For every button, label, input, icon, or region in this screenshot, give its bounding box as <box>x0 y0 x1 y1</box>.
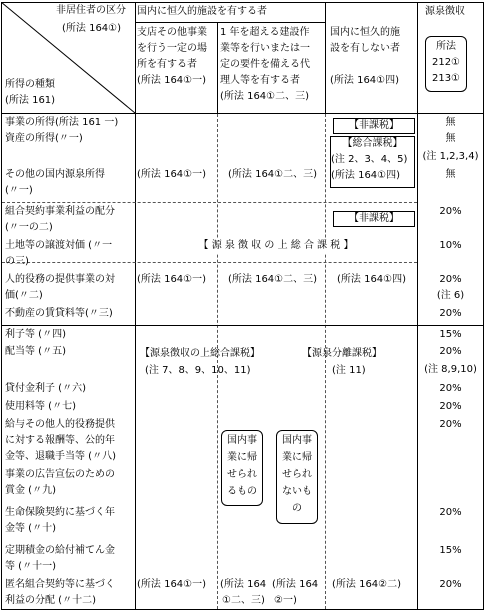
rate-partnership: 20% <box>439 206 462 217</box>
rate-personal-service-note: (注 6) <box>436 290 465 301</box>
withholding-separate-note: (注 11) <box>332 365 366 376</box>
income-loan-interest: 貸付金利子 (〃六) <box>5 383 86 394</box>
section-divider <box>1 325 483 326</box>
withholding-combined-label: 【源泉徴収の上総合課税】 <box>140 348 260 359</box>
income-land-transfer: 土地等の譲渡対価 (〃一 <box>5 240 113 251</box>
non-attributable-line3: せられ <box>282 469 312 480</box>
sec2-col2-ref: (所法 164①一) <box>137 579 207 590</box>
col-divider-2-header <box>217 22 218 114</box>
income-salary-line3: 金等、退職手当等 (〃八) <box>5 451 116 462</box>
col-divider-3-header <box>325 2 326 114</box>
sec1-col2-lower-ref: (所法 164①一) <box>137 274 207 285</box>
income-prize-line1: 事業の広告宣伝のための <box>5 469 115 480</box>
rate-business: 無 <box>445 117 456 128</box>
income-installment-line2: 等 (〃十一) <box>5 561 56 572</box>
sec2-col4-ref: (所法 164②二) <box>332 579 402 590</box>
nontax-label-1: 【非課税】 <box>349 120 399 131</box>
header-col2-line3: 所を有する者 <box>137 59 197 70</box>
header-nonresident-ref: (所法 164①) <box>62 23 122 34</box>
col-divider-2-dashed <box>217 114 218 609</box>
income-salary-line1: 給与その他人的役務提供 <box>5 419 115 430</box>
sec1-col2-upper-ref: (所法 164①一) <box>137 169 207 180</box>
income-silent-partnership-line1: 匿名組合契約等に基づく <box>5 579 115 590</box>
col-divider-3-dashed <box>325 114 326 609</box>
non-attributable-line1: 国内事 <box>282 435 312 446</box>
income-installment-line1: 定期積金の給付補てん金 <box>5 545 115 556</box>
row-divider-dashed-1 <box>2 202 417 203</box>
withholding-separate-label: 【源泉分離課税】 <box>302 348 382 359</box>
header-col2-line1: 支店その他事業 <box>137 27 207 38</box>
sogo-tax-ref: (所法 164①四) <box>331 170 401 181</box>
header-withholding-ref-3: 213① <box>431 73 461 84</box>
header-col3-line2: 業等を行いまたは一 <box>220 43 310 54</box>
attributable-line2: 業に帰 <box>227 452 257 463</box>
header-col3-line3: 定の要件を備える代 <box>220 59 310 70</box>
rate-annuity: 20% <box>439 507 462 518</box>
header-col3-line4: 理人等を有する者 <box>220 75 300 86</box>
income-other-domestic: その他の国内源泉所得 <box>5 169 105 180</box>
header-pe-group: 国内に恒久的施設を有する者 <box>137 6 267 17</box>
header-col4-line1: 国内に恒久的施 <box>330 27 400 38</box>
rate-installment: 15% <box>439 545 462 556</box>
header-withholding-ref-1: 所法 <box>436 41 456 52</box>
sec2-col3-ref-b1: (所法 164 <box>272 579 319 590</box>
income-personal-service: 人的役務の提供事業の対 <box>5 274 115 285</box>
attributable-line3: せられ <box>227 469 257 480</box>
sec1-col3-lower-ref: (所法 164①二、三) <box>228 274 318 285</box>
income-royalties: 使用料等 (〃七) <box>5 401 76 412</box>
sec2-col3-ref-a1: (所法 164 <box>220 579 267 590</box>
sogo-tax-label: 【総合課税】 <box>342 138 403 149</box>
attributable-line4: るもの <box>227 486 257 497</box>
income-interest: 利子等 (〃四) <box>5 329 66 340</box>
rate-other-domestic: 無 <box>445 169 456 180</box>
table-border-right <box>483 2 484 610</box>
rate-silent-partnership: 20% <box>439 579 462 590</box>
income-business: 事業の所得(所法 161 一) <box>5 117 119 128</box>
rate-assets: 無 <box>445 133 456 144</box>
header-withholding-title: 源泉徴収 <box>425 6 465 17</box>
income-prize-line2: 賞金 (〃九) <box>5 485 56 496</box>
header-col2-line2: を行う一定の場 <box>137 43 207 54</box>
header-col3-line1: 1 年を超える建設作 <box>220 27 310 38</box>
rate-dividends: 20% <box>439 346 462 357</box>
income-partnership-ref: (〃一の二) <box>5 222 53 233</box>
rate-real-estate-rent: 20% <box>439 308 462 319</box>
rate-personal-service: 20% <box>439 274 462 285</box>
header-income-ref: (所法 161) <box>5 95 56 106</box>
income-annuity-line2: 金等 (〃十) <box>5 523 56 534</box>
header-col2-line4: (所法 164①一) <box>137 75 207 86</box>
header-income-type: 所得の種類 <box>5 79 55 90</box>
sec1-col4-lower-ref: (所法 164①四) <box>337 274 407 285</box>
header-col4-line2: 設を有しない者 <box>330 43 400 54</box>
income-other-domestic-ref: (〃一) <box>5 185 33 196</box>
income-assets: 資産の所得(〃一) <box>5 133 83 144</box>
income-partnership: 組合契約事業利益の配分 <box>5 206 115 217</box>
rate-land-transfer: 10% <box>439 240 462 251</box>
rate-salary: 20% <box>439 419 462 430</box>
non-attributable-line5: の <box>292 503 302 514</box>
attributable-line1: 国内事 <box>227 435 257 446</box>
table-border-bottom <box>1 609 483 610</box>
sec2-col3-ref-a2: ①二、三) <box>222 595 265 606</box>
rate-loan-interest: 20% <box>439 383 462 394</box>
rate-assets-note: (注 1,2,3,4) <box>422 151 479 162</box>
income-silent-partnership-line2: 利益の分配 (〃十二) <box>5 595 96 606</box>
header-nonresident-class: 非居住者の区分 <box>56 5 126 16</box>
income-dividends: 配当等 (〃五) <box>5 346 66 357</box>
rate-interest: 15% <box>439 329 462 340</box>
income-salary-line2: に対する報酬等、公的年 <box>5 435 115 446</box>
header-group-divider <box>135 22 325 23</box>
row-divider-dashed-2 <box>2 262 417 263</box>
rate-dividends-note: (注 8,9,10) <box>424 364 477 375</box>
header-withholding-ref-2: 212① <box>431 57 461 68</box>
sec2-col3-ref-b2: ②一) <box>274 595 297 606</box>
income-land-transfer-ref: の三) <box>5 256 29 267</box>
non-attributable-line2: 業に帰 <box>282 452 312 463</box>
non-attributable-line4: ないも <box>282 486 312 497</box>
rate-royalties: 20% <box>439 401 462 412</box>
nontax-label-2: 【非課税】 <box>349 213 399 224</box>
header-col3-line5: (所法 164①二、三) <box>220 91 310 102</box>
withholding-combined-note: (注 7、8、9、10、11) <box>145 365 251 376</box>
income-real-estate-rent: 不動産の賃貸料等(〃三) <box>5 308 113 319</box>
income-annuity-line1: 生命保険契約に基づく年 <box>5 507 115 518</box>
sogo-tax-note: (注 2、3、4、5) <box>331 154 408 165</box>
income-personal-service-ref: 価(〃二) <box>5 290 43 301</box>
withholding-combined-banner: 【 源 泉 徴 収 の 上 総 合 課 税 】 <box>136 239 416 253</box>
header-col4-line4: (所法 164①四) <box>330 75 400 86</box>
sec1-col3-upper-ref: (所法 164①二、三) <box>228 169 318 180</box>
